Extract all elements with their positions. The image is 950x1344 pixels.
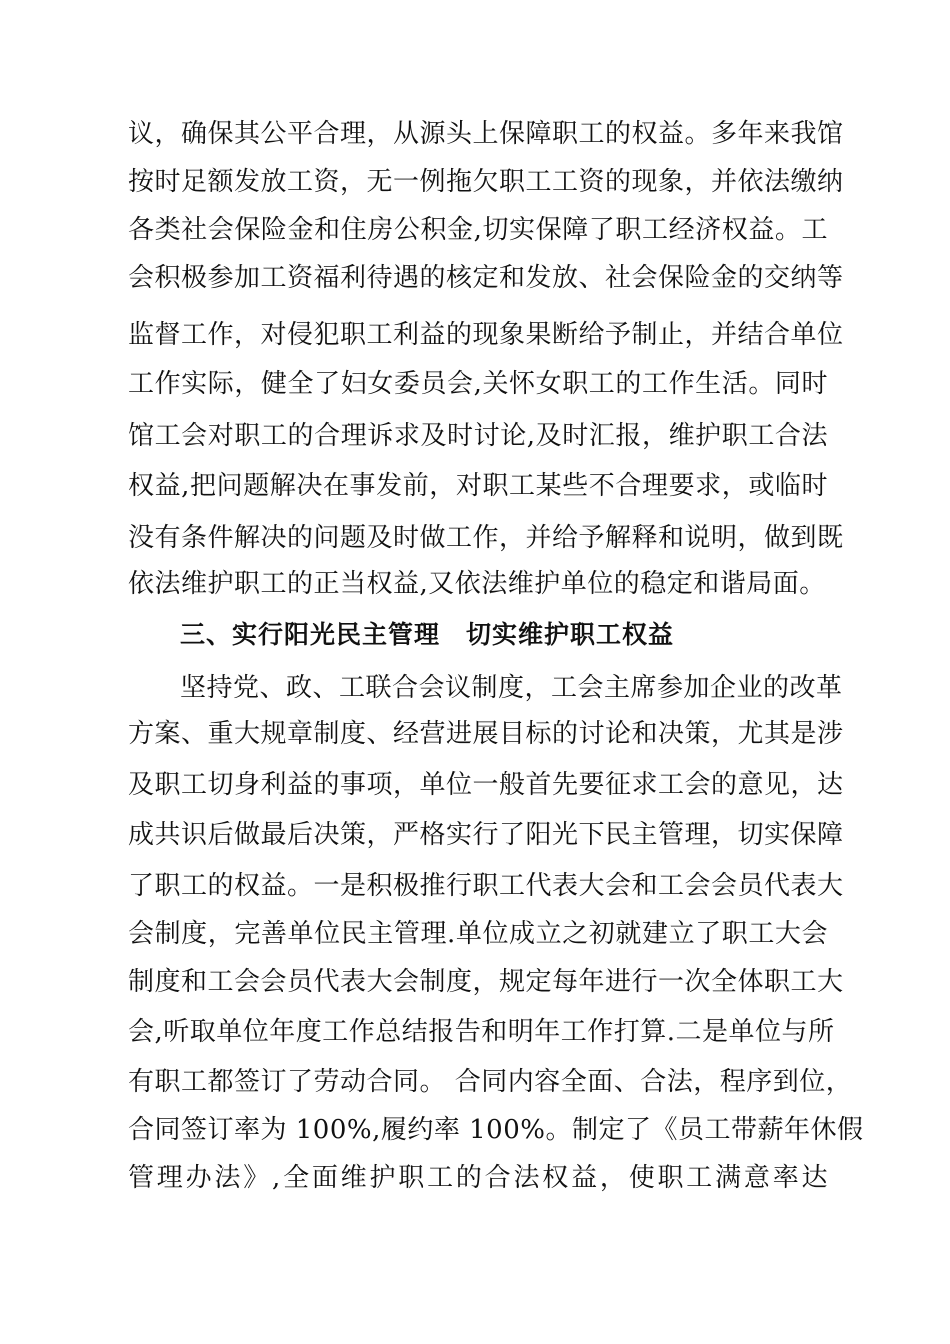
paragraph-line: 馆工会对职工的合理诉求及时讨论,及时汇报，维护职工合法 (128, 421, 828, 451)
paragraph-line: 合同签订率为 100%,履约率 100%。制定了《员工带薪年休假 (128, 1115, 864, 1145)
paragraph-line: 按时足额发放工资，无一例拖欠职工工资的现象，并依法缴纳 (128, 167, 844, 197)
paragraph-line: 制度和工会会员代表大会制度，规定每年进行一次全体职工大 (128, 967, 844, 997)
paragraph-line: 工作实际，健全了妇女委员会,关怀女职工的工作生活。同时 (128, 369, 828, 399)
paragraph-line: 及职工切身利益的事项，单位一般首先要征求工会的意见，达 (128, 770, 844, 800)
paragraph-line: 会制度，完善单位民主管理.单位成立之初就建立了职工大会 (128, 919, 828, 949)
paragraph-line: 有职工都签订了劳动合同。 合同内容全面、合法，程序到位， (128, 1067, 853, 1097)
paragraph-line: 议，确保其公平合理，从源头上保障职工的权益。多年来我馆 (128, 119, 844, 149)
paragraph-line: 方案、重大规章制度、经营进展目标的讨论和决策，尤其是涉 (128, 719, 844, 749)
paragraph-line: 权益,把问题解决在事发前，对职工某些不合理要求，或临时 (128, 471, 828, 501)
paragraph-line: 了职工的权益。一是积极推行职工代表大会和工会会员代表大 (128, 871, 844, 901)
paragraph-line: 管理办法》,全面维护职工的合法权益，使职工满意率达 (128, 1163, 828, 1193)
paragraph-line: 成共识后做最后决策，严格实行了阳光下民主管理，切实保障 (128, 820, 844, 850)
paragraph-line: 各类社会保险金和住房公积金,切实保障了职工经济权益。工 (128, 215, 828, 245)
paragraph-line: 监督工作，对侵犯职工利益的现象果断给予制止，并结合单位 (128, 320, 844, 350)
section-heading: 三、实行阳光民主管理 切实维护职工权益 (180, 620, 675, 649)
paragraph-line: 会积极参加工资福利待遇的核定和发放、社会保险金的交纳等 (128, 263, 844, 293)
paragraph-line: 会,听取单位年度工作总结报告和明年工作打算.二是单位与所 (128, 1017, 835, 1047)
paragraph-line: 坚持党、政、工联合会议制度，工会主席参加企业的改革 (180, 673, 843, 703)
paragraph-line: 依法维护职工的正当权益,又依法维护单位的稳定和谐局面。 (128, 569, 826, 599)
paragraph-line: 没有条件解决的问题及时做工作，并给予解释和说明，做到既 (128, 523, 844, 553)
